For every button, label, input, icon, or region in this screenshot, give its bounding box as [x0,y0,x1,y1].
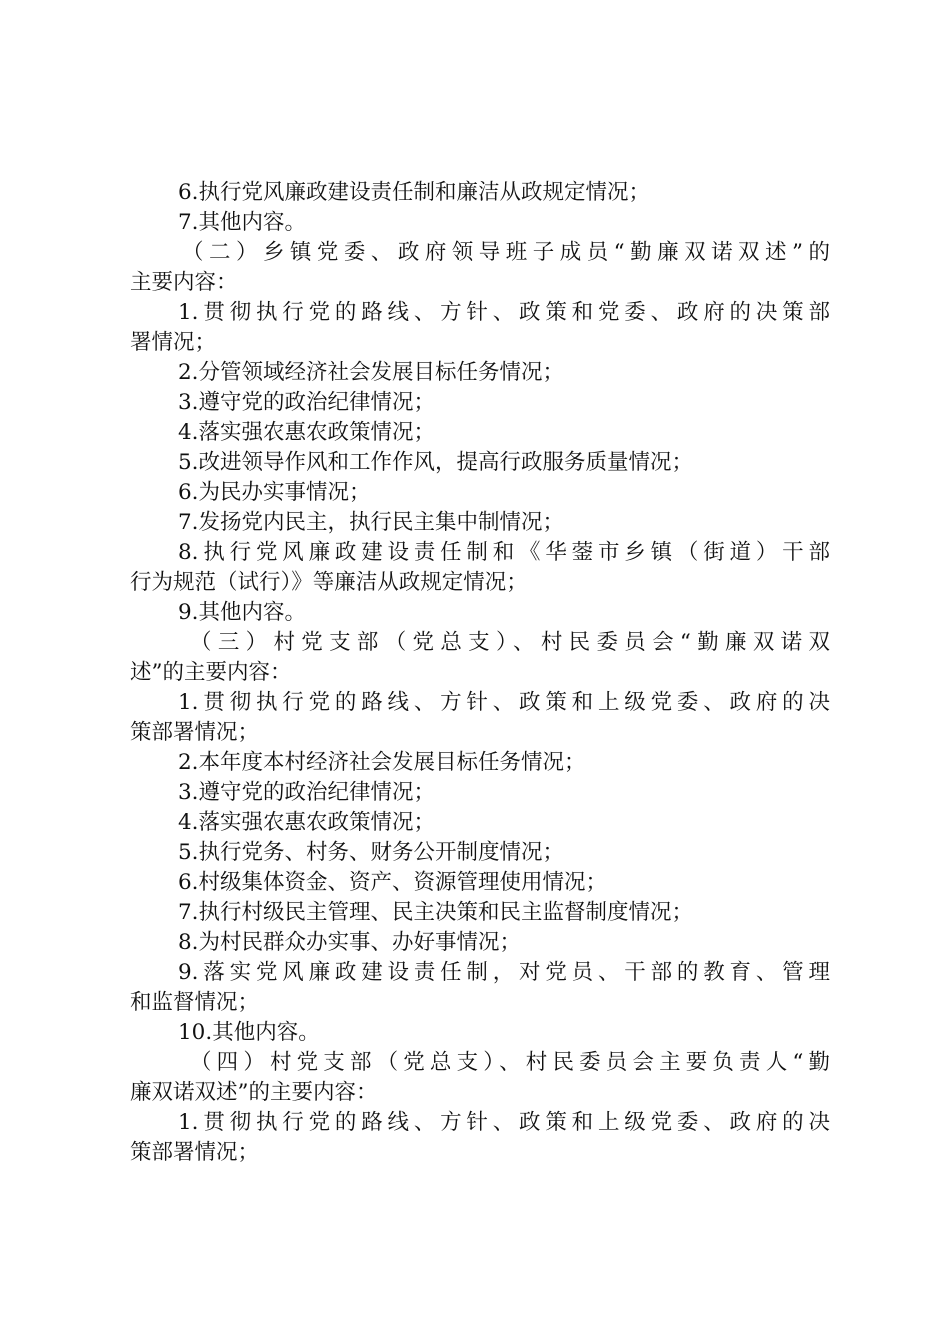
section-heading-2: （二）乡镇党委、政府领导班子成员“勤廉双诺双述”的 [182,240,830,265]
section-heading-2-cont: 主要内容： [130,270,238,295]
text-line: 行为规范（试行）》等廉洁从政规定情况； [130,570,528,595]
text-line: 2.本年度本村经济社会发展目标任务情况； [178,750,586,775]
text-line: 7.发扬党内民主，执行民主集中制情况； [178,510,565,535]
text-line: 和监督情况； [130,990,260,1015]
section-heading-3: （三）村党支部（党总支）、村民委员会“勤廉双诺双 [190,630,830,655]
text-line: 5.执行党务、村务、财务公开制度情况； [178,840,565,865]
text-line: 6.村级集体资金、资产、资源管理使用情况； [178,870,608,895]
text-line: 6.为民办实事情况； [178,480,371,505]
text-line: 1.贯彻执行党的路线、方针、政策和党委、政府的决策部 [178,300,830,325]
text-line: 9.其他内容。 [178,600,307,625]
text-line: 6.执行党风廉政建设责任制和廉洁从政规定情况； [178,180,651,205]
section-heading-4-cont: 廉双诺双述”的主要内容： [130,1080,378,1105]
text-line: 策部署情况； [130,1140,260,1165]
text-line: 10.其他内容。 [178,1020,320,1045]
text-line: 8.执行党风廉政建设责任制和《华蓥市乡镇（街道）干部 [178,540,830,565]
text-line: 1.贯彻执行党的路线、方针、政策和上级党委、政府的决 [178,690,830,715]
text-line: 4.落实强农惠农政策情况； [178,810,436,835]
document-body [130,178,830,1168]
text-line: 7.执行村级民主管理、民主决策和民主监督制度情况； [178,900,694,925]
text-line: 7.其他内容。 [178,210,307,235]
text-line: 5.改进领导作风和工作作风，提高行政服务质量情况； [178,450,694,475]
text-line: 3.遵守党的政治纪律情况； [178,390,436,415]
section-heading-4: （四）村党支部（党总支）、村民委员会主要负责人“勤 [190,1050,830,1075]
text-line: 3.遵守党的政治纪律情况； [178,780,436,805]
text-line: 策部署情况； [130,720,260,745]
text-line: 2.分管领域经济社会发展目标任务情况； [178,360,565,385]
text-line: 署情况； [130,330,217,355]
text-line: 9.落实党风廉政建设责任制，对党员、干部的教育、管理 [178,960,830,985]
text-line: 8.为村民群众办实事、办好事情况； [178,930,522,955]
text-line: 4.落实强农惠农政策情况； [178,420,436,445]
section-heading-3-cont: 述”的主要内容： [130,660,292,685]
text-line: 1.贯彻执行党的路线、方针、政策和上级党委、政府的决 [178,1110,830,1135]
